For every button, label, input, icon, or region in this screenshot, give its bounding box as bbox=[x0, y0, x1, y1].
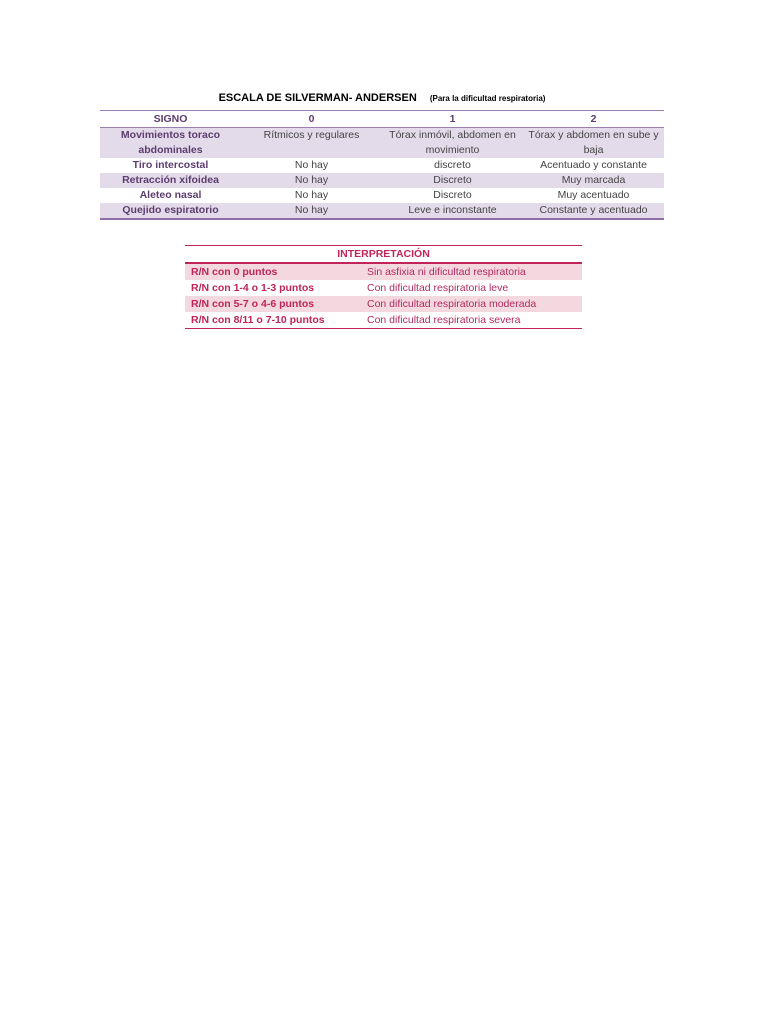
result-text: Sin asfixia ni dificultad respiratoria bbox=[361, 263, 582, 280]
score-1-cell: Tórax inmóvil, abdomen en movimiento bbox=[382, 128, 523, 159]
score-0-cell: No hay bbox=[294, 189, 329, 201]
table-header-row bbox=[100, 111, 664, 128]
list-item bbox=[185, 312, 582, 329]
score-0-cell: Rítmicos y regulares bbox=[241, 128, 382, 159]
score-0-cell: No hay bbox=[294, 159, 329, 171]
score-2-cell: Muy marcada bbox=[523, 173, 664, 188]
score-0-cell: No hay bbox=[241, 173, 382, 188]
interpretation-table bbox=[185, 245, 582, 329]
table-row bbox=[100, 173, 664, 188]
sign-cell: Tiro intercostal bbox=[132, 159, 209, 171]
score-1-cell: Leve e inconstante bbox=[382, 203, 523, 219]
header-signo: SIGNO bbox=[100, 111, 241, 128]
result-text: Con dificultad respiratoria severa bbox=[361, 312, 582, 329]
score-2-cell: Acentuado y constante bbox=[540, 159, 647, 171]
points-label: R/N con 5-7 o 4-6 puntos bbox=[185, 296, 361, 312]
sign-cell: Aleteo nasal bbox=[139, 189, 202, 201]
silverman-scale-table bbox=[100, 110, 664, 220]
header-score-2: 2 bbox=[523, 111, 664, 128]
sign-cell: Retracción xifoidea bbox=[100, 173, 241, 188]
table-row bbox=[100, 188, 664, 203]
points-label: R/N con 1-4 o 1-3 puntos bbox=[191, 282, 315, 294]
points-label: R/N con 8/11 o 7-10 puntos bbox=[185, 312, 361, 329]
result-text: Con dificultad respiratoria leve bbox=[367, 282, 509, 294]
title-main: ESCALA DE SILVERMAN- ANDERSEN bbox=[218, 92, 417, 104]
interpretation-header: INTERPRETACIÓN bbox=[185, 246, 582, 264]
interpretation-header-row bbox=[185, 246, 582, 264]
header-score-0: 0 bbox=[241, 111, 382, 128]
sign-cell: Quejido espiratorio bbox=[100, 203, 241, 219]
points-label: R/N con 0 puntos bbox=[185, 263, 361, 280]
result-text: Con dificultad respiratoria moderada bbox=[361, 296, 582, 312]
header-score-1: 1 bbox=[382, 111, 523, 128]
score-1-cell: Discreto bbox=[433, 189, 472, 201]
table-row bbox=[100, 203, 664, 219]
title-subtitle: (Para la dificultad respiratoria) bbox=[429, 94, 546, 103]
score-2-cell: Muy acentuado bbox=[557, 189, 630, 201]
table-row bbox=[100, 158, 664, 173]
score-2-cell: Constante y acentuado bbox=[523, 203, 664, 219]
table-row bbox=[100, 128, 664, 159]
list-item bbox=[185, 263, 582, 280]
document-title bbox=[100, 92, 664, 108]
list-item bbox=[185, 280, 582, 296]
sign-cell: Movimientos toraco abdominales bbox=[100, 128, 241, 159]
score-1-cell: discreto bbox=[434, 159, 471, 171]
list-item bbox=[185, 296, 582, 312]
score-0-cell: No hay bbox=[241, 203, 382, 219]
score-2-cell: Tórax y abdomen en sube y baja bbox=[523, 128, 664, 159]
score-1-cell: Discreto bbox=[382, 173, 523, 188]
